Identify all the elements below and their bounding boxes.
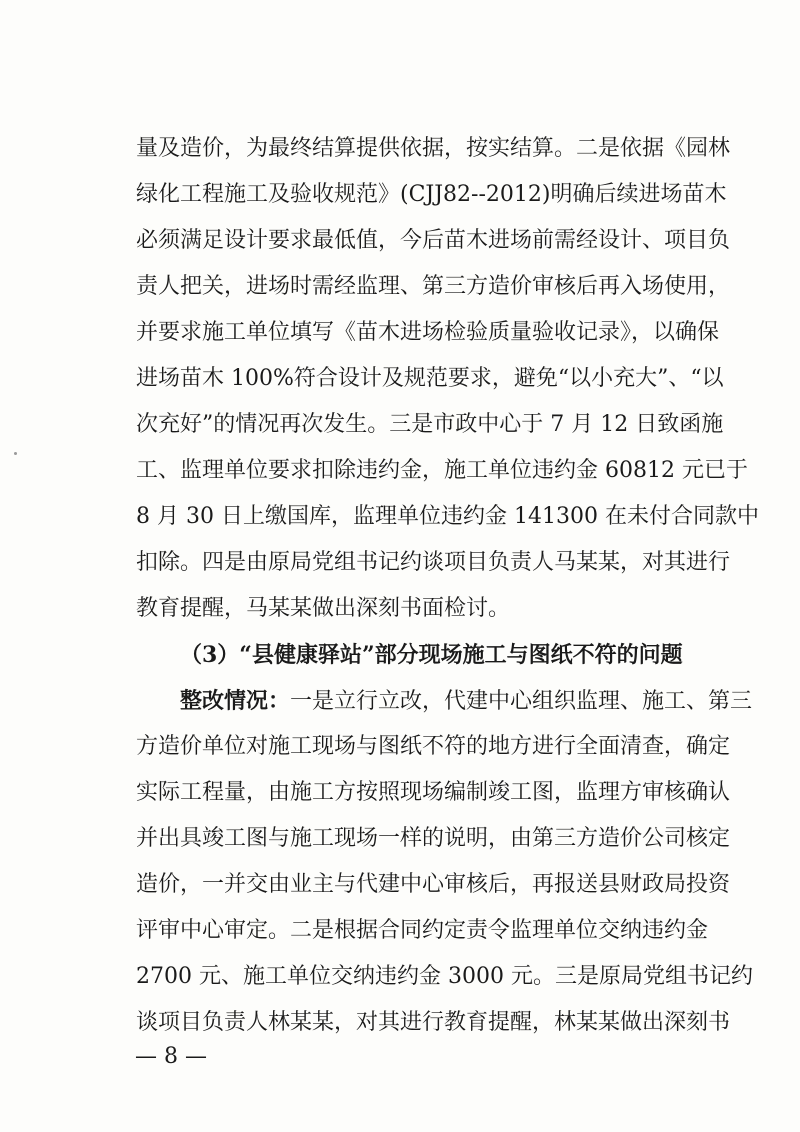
body-line: 扣除。四是由原局党组书记约谈项目负责人马某某，对其进行 [136,550,731,575]
body-line: 进场苗木 100%符合设计及规范要求，避免“以小充大”、“以 [136,366,724,391]
body-line: 量及造价，为最终结算提供依据，按实结算。二是依据《园林 [136,136,731,161]
body-line: 谈项目负责人林某某，对其进行教育提醒，林某某做出深刻书 [136,1010,731,1035]
body-line: 方造价单位对施工现场与图纸不符的地方进行全面清查，确定 [136,734,731,759]
body-line: 评审中心审定。二是根据合同约定责令监理单位交纳违约金 [136,918,709,943]
body-line: 教育提醒，马某某做出深刻书面检讨。 [136,596,511,621]
body-line: 并出具竣工图与施工现场一样的说明，由第三方造价公司核定 [136,826,731,851]
body-line: 8 月 30 日上缴国库，监理单位违约金 141300 在未付合同款中 [136,504,759,529]
body-line: 次充好”的情况再次发生。三是市政中心于 7 月 12 日致函施 [136,412,724,437]
page-number: — 8 — [135,1044,207,1069]
body-line: 2700 元、施工单位交纳违约金 3000 元。三是原局党组书记约 [136,964,753,989]
body-line: 必须满足设计要求最低值，今后苗木进场前需经设计、项目负 [136,228,731,253]
body-line: 绿化工程施工及验收规范》(CJJ82--2012)明确后续进场苗木 [136,182,727,207]
rectification-paragraph-start [180,686,753,717]
body-line: 工、监理单位要求扣除违约金，施工单位违约金 60812 元已于 [136,458,748,483]
section-heading: （3）“县健康驿站”部分现场施工与图纸不符的问题 [180,642,683,668]
body-line: 造价，一并交由业主与代建中心审核后，再报送县财政局投资 [136,872,731,897]
body-line: 实际工程量，由施工方按照现场编制竣工图，监理方审核确认 [136,780,731,805]
body-line: 责人把关，进场时需经监理、第三方造价审核后再入场使用， [136,274,731,299]
scan-dust-mark [14,452,17,455]
rectification-first-line: 一是立行立改，代建中心组织监理、施工、第三 [290,689,753,714]
rectification-label: 整改情况： [180,688,291,714]
body-line: 并要求施工单位填写《苗木进场检验质量验收记录》，以确保 [136,320,720,345]
